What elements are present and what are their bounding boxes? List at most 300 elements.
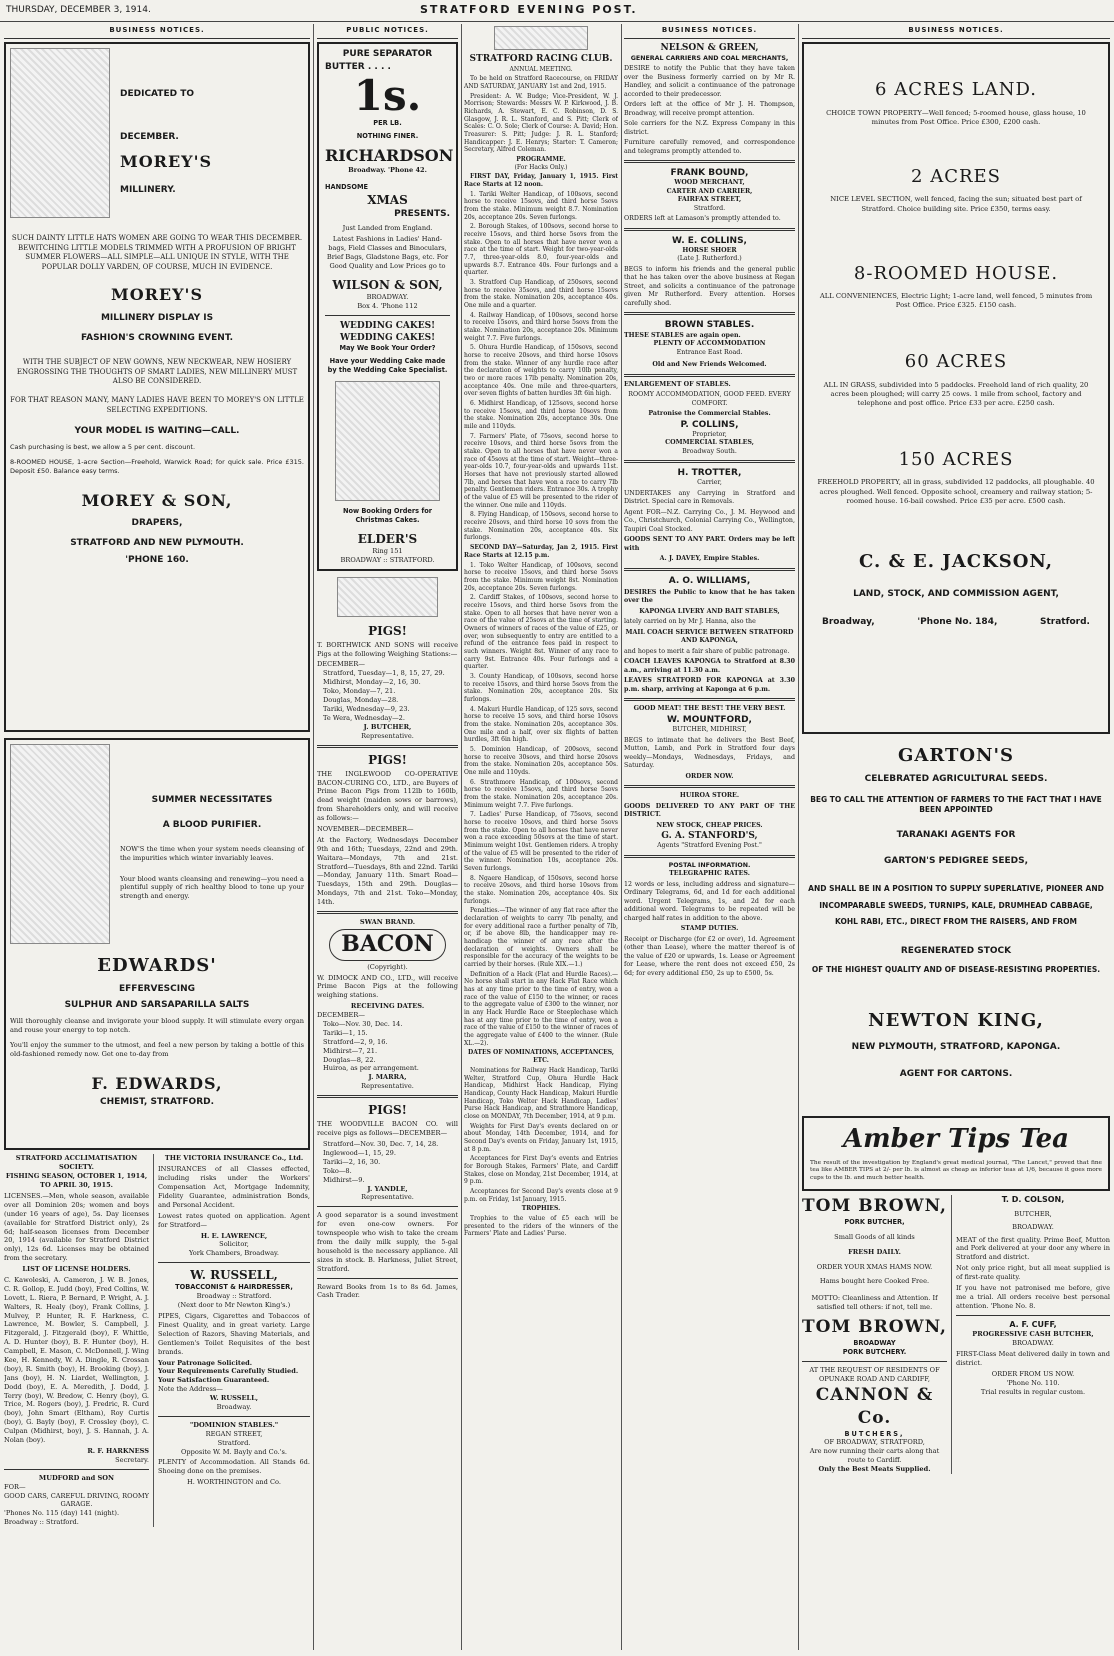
- telegraphic-body: 12 words or less, including address and signature— Ordinary Telegrams, 6d, and 1d for each additional word. Urgent Telegrams, 1s, and 2d for each additional word. Telegrams to be repeated will be charged half rates in addition to the above.: [624, 880, 795, 922]
- drapers-label: DRAPERS,: [131, 518, 183, 529]
- nelson-furn: Furniture carefully removed, and correspondence and telegrams promptly attended to.: [624, 139, 795, 155]
- race-entry: 1. Toko Welter Handicap, of 100sovs, second horse to receive 15sovs, and third horse 5sovs from the stake. Minimum weight 8st. Nomination 20s, acceptance 20s. Seven furlongs.: [464, 561, 618, 592]
- garton-quality: OF THE HIGHEST QUALITY AND OF DISEASE-RESISTING PROPERTIES.: [811, 965, 1101, 975]
- acres-2-title: 2 ACRES: [911, 166, 1001, 188]
- dominion-owner: H. WORTHINGTON and Co.: [187, 1478, 281, 1487]
- divider: [4, 1469, 149, 1470]
- morey-phone: 'PHONE 160.: [125, 554, 189, 565]
- trophies-head: TROPHIES.: [521, 1205, 561, 1213]
- trophies-body: Trophies to the value of £5 each will be presented to the riders of the winners of the Farmers' Plate and Ladies' Purse.: [464, 1214, 618, 1238]
- frank-street: FAIRFAX STREET,: [677, 196, 742, 204]
- schedule-item: Toko, Monday—7, 21.: [323, 687, 396, 696]
- schedule-item: Huiroa, as per arrangement.: [323, 1064, 419, 1073]
- edwards-name: EDWARDS': [97, 955, 217, 977]
- divider: [158, 1416, 310, 1417]
- butter-label: BUTTER . . . .: [325, 61, 391, 72]
- colson-trial: If you have not patronised me before, give me a trial. All orders receive best personal attention. 'Phone No. 8.: [956, 1284, 1110, 1310]
- house-8-body: ALL CONVENIENCES, Electric Light; 1-acre land, well fenced, 5 minutes from Post Office. Price £325. £150 cash.: [819, 292, 1093, 310]
- garton-advert: [802, 734, 1110, 1104]
- leaves-stratford: LEAVES STRATFORD FOR KAPONGA at 3.30 p.m. sharp, arriving at Kaponga at 6 p.m.: [624, 677, 795, 693]
- race-entry: 5. Ohura Hurdle Handicap, of 150sovs, second horse to receive 20sovs, and third horse 10sovs from the stake. Winner of any hurdle race after the declaration of weights to carry 10lb penalty, two or more races 17lb penalty. Nomination 20s, acceptance 40s. One mile and three-quarters, over seven flights of batten hurdles 3ft 6in high.: [464, 344, 618, 398]
- cuff-name: A. F. CUFF,: [1009, 1319, 1057, 1329]
- pcollins-prop: Proprietor,: [692, 430, 727, 438]
- receiving-dates: RECEIVING DATES.: [350, 1002, 425, 1011]
- brown-plenty: PLENTY OF ACCOMMODATION: [653, 340, 766, 347]
- cuff-first: FIRST-Class Meat delivered daily in town and district.: [956, 1350, 1110, 1368]
- frank-orders: ORDERS left at Lamason's promptly attended to.: [624, 215, 781, 223]
- racing-annual: ANNUAL MEETING.: [509, 65, 573, 73]
- telegraphic-head: TELEGRAPHIC RATES.: [669, 870, 750, 878]
- race-entry: 6. Midhirst Handicap, of 125sovs, second horse to receive 15sovs, and third horse 10sovs from the stake. Nomination 20s, acceptance 30s. One mile and 110yds.: [464, 400, 618, 431]
- masthead: [0, 0, 1114, 22]
- jackson-town: Stratford.: [1039, 617, 1090, 628]
- section-heading: PUBLIC NOTICES.: [317, 24, 458, 39]
- divider: [624, 228, 795, 231]
- roomy: ROOMY ACCOMMODATION, GOOD FEED. EVERY COMFORT.: [628, 391, 791, 407]
- tom-name-2: TOM BROWN,: [802, 1317, 947, 1338]
- divider: [624, 785, 795, 788]
- stamp-head: STAMP DUTIES.: [680, 925, 739, 933]
- masthead-date: THURSDAY, DECEMBER 3, 1914.: [6, 5, 151, 15]
- race-entry: 7. Farmers' Plate, of 75sovs, second horse to receive 10sovs, and third horse 5sovs from the stake. Open to all horses that have never won a race of 45sovs at the time of start. Weight—three-year-olds 10.7, four-year-olds and upwards 11st. Horses that have not previously started allowed 7lb, and horses that have won a race to carry 7lb penalty. Gentlemen riders. Entrance 30s. A trophy of the value of £5 will be presented to the rider of the winner. One mile and 110yds.: [464, 432, 618, 509]
- dominion-stables: "DOMINION STABLES.": [189, 1420, 279, 1429]
- mudford-for: FOR—: [4, 1482, 26, 1491]
- trotter-agent: Agent FOR—N.Z. Carrying Co., J. M. Heywood and Co., Christchurch, Colonial Carrying Co., Wellington, Taupiri Coal Stocked.: [624, 508, 795, 533]
- divider: [317, 911, 458, 914]
- russell-note: Note the Address—: [158, 1385, 223, 1394]
- garton-beg: BEG TO CALL THE ATTENTION OF FARMERS TO THE FACT THAT I HAVE BEEN APPOINTED: [810, 794, 1102, 814]
- williams-desire: DESIRES the Public to know that he has taken over the: [624, 588, 795, 605]
- race-entry: 4. Makuri Hurdle Handicap, of 125 sovs, second horse to receive 15 sovs, and third horse 10sovs from the stake. Nomination 20s, acceptance 30s. One mile and a half, over six flights of batten hurdles, 3ft 6in high.: [464, 705, 618, 744]
- racing-title: STRATFORD RACING CLUB.: [469, 54, 613, 64]
- edwards-p1: NOW'S the time when your system needs cleansing of the impurities which winter invariably leaves.: [120, 844, 304, 862]
- frank-wood: WOOD MERCHANT,: [674, 179, 745, 187]
- tom-broadway: BROADWAY: [853, 1339, 896, 1348]
- victoria-sol: Solicitor,: [219, 1240, 249, 1249]
- waiting-label: YOUR MODEL IS WAITING—CALL.: [74, 426, 240, 437]
- section-heading: BUSINESS NOTICES.: [624, 24, 795, 39]
- yandle-sig: J. YANDLE,: [367, 1184, 408, 1193]
- divider: [325, 315, 450, 316]
- wilson-name: WILSON & SON,: [332, 277, 443, 292]
- richardson-addr: Broadway. 'Phone 42.: [348, 166, 427, 175]
- woodville-schedule: [317, 1140, 458, 1184]
- elder-addr: BROADWAY :: STRATFORD.: [340, 555, 435, 564]
- schedule-item: Toko—Nov. 30, Dec. 14.: [323, 1019, 403, 1028]
- morey-firm: MOREY & SON,: [81, 490, 233, 510]
- racing-held: To be held on Stratford Racecourse, on FRIDAY AND SATURDAY, JANUARY 1st and 2nd, 1915.: [464, 75, 618, 90]
- russell-req: Your Requirements Carefully Studied.: [158, 1367, 299, 1376]
- acceptances-2: Acceptances for Second Day's events close at 9 p.m. on Friday, 1st January, 1915.: [464, 1187, 618, 1203]
- race-entry: 8. Ngaere Handicap, of 150sovs, second horse to receive 20sovs, and third horse 10sovs from the stake. Nomination 20s, acceptance 40s. Six furlongs.: [464, 874, 618, 905]
- divider: [158, 1262, 310, 1263]
- morey-name: MOREY'S: [120, 151, 213, 171]
- schedule-item: Tariki—2, 16, 30.: [323, 1157, 381, 1166]
- enlargement: ENLARGEMENT OF STABLES.: [624, 380, 731, 388]
- butter-price: 1s.: [353, 70, 422, 120]
- goods-sent: GOODS SENT TO ANY PART. Orders may be left with: [624, 536, 795, 552]
- race-entry: 6. Strathmore Handicap, of 100sovs, second horse to receive 15sovs, and third horse 5sovs from the stake. Nomination 20s, acceptance 20s. Minimum weight 7.7. Five furlongs.: [464, 778, 618, 809]
- book-label: May We Book Your Order?: [339, 344, 436, 353]
- acclimatisation-notice: [4, 1154, 154, 1527]
- acclim-title: STRATFORD ACCLIMATISATION SOCIETY.: [15, 1154, 138, 1172]
- race-entry: 3. County Handicap, of 100sovs, second horse to receive 15sovs, and third horse 5sovs from the stake. Nomination 20s, acceptance 20s. Six furlongs.: [464, 672, 618, 703]
- edwards-salts: SULPHUR AND SARSAPARILLA SALTS: [64, 999, 250, 1010]
- race-entry: 8. Flying Handicap, of 150sovs, second horse to receive 20sovs, and third horse 10 sovs from the stake. Nomination 20s, acceptance 40s. Six furlongs.: [464, 511, 618, 542]
- wilson-box: Box 4. 'Phone 112: [357, 301, 418, 310]
- nominations: Nominations for Railway Hack Handicap, Tariki Welter, Stratford Cup, Ohura Hurdle Hack Handicap, Midhirst Hack Handicap, Flying Handicap, County Hack Handicap, Makuri Hurdle Handicap, Toko Welter Hack Handicap, Ladies' Purse Hack Handicap, and Strathmore Handicap, close on MONDAY, 7th December, 1914, at 9 p.m.: [464, 1066, 618, 1120]
- newton-name: NEWTON KING,: [868, 1010, 1044, 1032]
- race-entry: 5. Dominion Handicap, of 200sovs, second horse to receive 30sovs, and third horse 20sovs from the stake. Nomination 20s, acceptance 50s. One mile and 110yds.: [464, 745, 618, 776]
- garton-regen: REGENERATED STOCK: [900, 945, 1012, 956]
- race-entry: 2. Cardiff Stakes, of 100sovs, second horse to receive 15sovs, and third horse 5sovs from the stake. Open to all horses that have never won a race of the value of 25sovs at the time of starting. Owners of winners of races of the value of £25, or over, won subsequently to entry are entitled to a refund of the entrance fees paid in respect to such winners. Weight 8st. Winner of any race to carry 9st. Entrance 40s. Four furlongs and a quarter.: [464, 594, 618, 671]
- column-3: [464, 24, 618, 1650]
- jackson-addr: Broadway,: [822, 617, 875, 628]
- tom-hams: Hams bought here Cooked Free.: [819, 1277, 930, 1286]
- postal-head: POSTAL INFORMATION.: [668, 861, 751, 869]
- garton-shall: AND SHALL BE IN A POSITION TO SUPPLY SUPERLATIVE, PIONEER AND INCOMPARABLE SWEEDS, TURNIPS, KALE, DRUMHEAD CABBAGE, KOHL RABI, ETC., DIRECT FROM THE RAISERS, AND FROM: [808, 884, 1104, 927]
- schedule-item: Tariki, Wednesday—9, 23.: [323, 704, 410, 713]
- garton-celebrated: CELEBRATED AGRICULTURAL SEEDS.: [864, 773, 1048, 784]
- lady-hat-illustration: [10, 48, 110, 218]
- russell-pat: Your Patronage Solicited.: [158, 1358, 253, 1367]
- amber-logo: Amber Tips Tea: [842, 1124, 1069, 1155]
- dominion-opp: Opposite W. M. Bayly and Co.'s.: [181, 1447, 287, 1456]
- cuff-broadway: BROADWAY.: [1012, 1339, 1054, 1348]
- amber-body: The result of the investigation by England's great medical journal, "The Lancet," proved that fine tea like AMBER TIPS at 2/- per lb. is almost as cheap as inferior teas at 1/6, because it goes more cups to the lb. and much better health.: [810, 1159, 1102, 1182]
- divider: [624, 160, 795, 163]
- russell-pipes: PIPES, Cigars, Cigarettes and Tobaccos of Finest Quality, and in great variety. Large Selection of Razors, Shaving Materials, and Gentlemen's Toilet Requisites of the best brands.: [158, 1312, 310, 1356]
- column-4: [624, 24, 795, 1650]
- december-label: DECEMBER.: [120, 131, 179, 142]
- jackson-name: C. & E. JACKSON,: [858, 550, 1053, 572]
- masthead-title: STRATFORD EVENING POST.: [420, 3, 638, 16]
- programme-head: PROGRAMME.: [516, 155, 566, 163]
- victoria-rates: Lowest rates quoted on application. Agent for Stratford—: [158, 1211, 310, 1229]
- butcher-sig: J. BUTCHER,: [363, 722, 412, 731]
- tom-fresh: FRESH DAILY.: [848, 1247, 901, 1256]
- divider: [624, 312, 795, 315]
- frank-name: FRANK BOUND,: [670, 168, 749, 179]
- schedule-item: Stratford, Tuesday—1, 8, 15, 27, 29.: [323, 669, 445, 678]
- inglewood-nov: NOVEMBER—DECEMBER—: [317, 825, 414, 834]
- presents-label: PRESENTS.: [394, 209, 450, 220]
- russell-sig: W. RUSSELL,: [209, 1394, 259, 1403]
- russell-sig-2: Broadway.: [216, 1403, 252, 1411]
- divider: [624, 698, 795, 701]
- newton-places: NEW PLYMOUTH, STRATFORD, KAPONGA.: [851, 1042, 1061, 1053]
- amber-tips-advert: [802, 1116, 1110, 1191]
- cash-note: Cash purchasing is best, we allow a 5 per cent. discount.: [10, 443, 196, 452]
- mountford-name: W. MOUNTFORD,: [667, 714, 752, 725]
- schedule-item: Te Wera, Wednesday—2.: [323, 713, 405, 722]
- penalties: Penalties.—The winner of any flat race after the declaration of weights to carry 7lb penalty, and for every additional race a further penalty of 7lb, or, if be above 8lb, the handicapper may re-handicap the winner of any race after the declaration of weights. Owners shall be responsible for the accuracy of the weights to be carried by their horses. (Rule XIX.—1.): [464, 907, 618, 969]
- pigs-heading-2: PIGS!: [368, 752, 407, 767]
- brown-stables: BROWN STABLES.: [664, 320, 755, 331]
- divider: [317, 1278, 458, 1279]
- second-day-head: SECOND DAY—Saturday, Jan 2, 1915. First Race Starts at 12.15 p.m.: [464, 544, 618, 559]
- second-day-races: [464, 562, 618, 906]
- schedule-item: Douglas, Monday—28.: [323, 696, 399, 705]
- pigs-heading-1: PIGS!: [368, 623, 407, 638]
- schedule-item: Tariki—1, 15.: [323, 1028, 368, 1037]
- tom-xmas: ORDER YOUR XMAS HAMS NOW.: [816, 1262, 933, 1271]
- edwards-p4: You'll enjoy the summer to the utmost, and feel a new person by taking a bottle of this old-fashioned remedy now. Get one to-day from: [10, 1040, 304, 1058]
- dedicated-label: DEDICATED TO: [120, 89, 194, 100]
- morey-body-1: SUCH DAINTY LITTLE HATS WOMEN ARE GOING TO WEAR THIS DECEMBER. BEWITCHING LITTLE MODELS TRIMMED WITH A PROFUSION OF BRIGHT SUMMER FLOWERS—ALL SIMPLE—ALL UNIQUE IN STYLE, WITH THE POPULAR DOLLY VARDEN, OF COURSE, MUCH IN EVIDENCE.: [11, 234, 303, 271]
- wilson-bw: BROADWAY.: [366, 293, 409, 302]
- mountford-trade: BUTCHER, MIDHIRST,: [672, 726, 747, 734]
- stanford-name: G. A. STANFORD'S,: [661, 831, 758, 842]
- victoria-agent: H. E. LAWRENCE,: [200, 1231, 268, 1240]
- schedule-item: Stratford—Nov. 30, Dec. 7, 14, 28.: [323, 1140, 439, 1149]
- colson-trade: BUTCHER,: [1014, 1209, 1052, 1218]
- cannon-only: Only the Best Meats Supplied.: [818, 1465, 931, 1474]
- section-heading: BUSINESS NOTICES.: [4, 24, 310, 39]
- morey-body-3: FOR THAT REASON MANY, MANY LADIES HAVE BEEN TO MOREY'S ON LITTLE SELECTING EXPEDITIONS.: [10, 396, 304, 414]
- column-rule: [798, 24, 799, 1650]
- elder-name: ELDER'S: [357, 531, 418, 546]
- morey-name-2: MOREY'S: [110, 285, 203, 305]
- marra-sig: J. MARRA,: [368, 1073, 407, 1082]
- landed-label: Just Landed from England.: [342, 224, 433, 233]
- column-rule: [621, 24, 622, 1650]
- column-1: [4, 24, 310, 1650]
- williams-lately: lately carried on by Mr J. Hanna, also the: [624, 618, 756, 626]
- mountford-begs: BEGS to intimate that he delivers the Best Beef, Mutton, Lamb, and Pork in Stratford four days weekly—Mondays, Wednesdays, Fridays, and Saturday.: [624, 736, 795, 770]
- acres-60-title: 60 ACRES: [904, 351, 1008, 373]
- pcollins-name: P. COLLINS,: [680, 419, 739, 430]
- cuff-trial: Trial results in regular custom.: [980, 1387, 1086, 1396]
- schedule-item: Toko—8.: [323, 1166, 352, 1175]
- garton-pedigree: GARTON'S PEDIGREE SEEDS,: [883, 856, 1029, 867]
- colson-broadway: BROADWAY.: [1012, 1222, 1054, 1231]
- edwards-head-2: A BLOOD PURIFIER.: [162, 819, 262, 830]
- cannon-request: AT THE REQUEST OF RESIDENTS OF OPUNAKE ROAD AND CARDIFF,: [809, 1365, 940, 1383]
- programme-hacks: (For Hacks Only.): [514, 163, 568, 171]
- jackson-advert: [802, 42, 1110, 734]
- acceptances-1: Acceptances for First Day's events and Entries for Borough Stakes, Farmers' Plate, and Cardiff Stakes, close on Monday, 21st December, 1914, at 9 p.m.: [464, 1155, 618, 1186]
- acclim-sec: Secretary.: [115, 1455, 149, 1464]
- coach-leaves: COACH LEAVES KAPONGA to Stratford at 8.30 a.m., arriving at 11.30 a.m.: [624, 658, 795, 674]
- house-8-title: 8-ROOMED HOUSE.: [853, 262, 1059, 284]
- tom-trade: PORK BUTCHER,: [844, 1217, 905, 1226]
- acres-2-body: NICE LEVEL SECTION, well fenced, facing the sun; situated best part of Stratford. Choice building site. Price £350, terms easy.: [830, 195, 1082, 213]
- russell-trade: TOBACCONIST & HAIRDRESSER,: [175, 1283, 293, 1292]
- jackson-trade: LAND, STOCK, AND COMMISSION AGENT,: [853, 589, 1059, 600]
- acclim-body: LICENSES.—Men, whole season, available over all Dominion 20s; women and boys (under 16 years of age), 5s. Day licenses (available for Stratford District only), 2s 6d; half-season licenses from December 20, 1914 (available for Stratford District only), 12s 6d. Licenses may be obtained from the secretary.: [4, 1192, 149, 1263]
- inglewood-schedule: At the Factory, Wednesdays December 9th and 16th; Tuesdays, 22nd and 29th. Waitara—Mondays, 7th and 21st. Stratford—Tuesdays, 8th and 22nd. Tariki—Monday, January 11th. Smart Road—Tuesdays, 15th and 29th. Douglas—Mondays, 7th and 21st. Toko—Monday, 14th.: [317, 835, 458, 907]
- nothing-label: NOTHING FINER.: [356, 131, 419, 140]
- huiroa-store: HUIROA STORE.: [679, 792, 740, 800]
- divider: [624, 568, 795, 571]
- colson-name: T. D. COLSON,: [1001, 1194, 1065, 1204]
- divider: [802, 1361, 947, 1362]
- morey-body-2: WITH THE SUBJECT OF NEW GOWNS, NEW NECKWEAR, NEW HOSIERY ENGROSSING THE THOUGHTS OF SMART LADIES, NEW MILLINERY MUST ALSO BE CONSIDERED.: [16, 358, 298, 385]
- first-day-races: [464, 191, 618, 543]
- wedding-cake-illustration: [335, 381, 440, 501]
- colson-price: Not only price right, but all meat supplied is of first-rate quality.: [956, 1264, 1110, 1282]
- brown-welcome: Old and New Friends Welcomed.: [652, 361, 767, 368]
- mudford-cars: GOOD CARS, CAREFUL DRIVING, ROOMY GARAGE.: [4, 1491, 149, 1509]
- mudford-phones: 'Phones No. 115 (day) 141 (night).: [4, 1509, 120, 1518]
- acres-6-body: CHOICE TOWN PROPERTY—Well fenced; 5-roomed house, glass house, 10 minutes from Post Office. Price £300, £200 cash.: [826, 108, 1086, 126]
- colson-advert: [952, 1195, 1110, 1474]
- cannon-butchers: BUTCHERS,: [844, 1429, 905, 1438]
- race-entry: 1. Tariki Welter Handicap, of 100sovs, second horse to receive 15sovs, and third horse 5sovs from the stake. Minimum weight 8.7. Nomination 20s, acceptance 20s. Seven furlongs.: [464, 190, 618, 221]
- divider: [317, 1206, 458, 1207]
- borthwick-schedule: [317, 669, 458, 722]
- kaponga-stables: KAPONGA LIVERY AND BAIT STABLES,: [639, 607, 780, 615]
- acres-150-body: FREEHOLD PROPERTY, all in grass, subdivided 12 paddocks, all ploughable. 40 acres ploughed. Well fenced. Opposite school, creamery and railway station; 5-roomed house. 16-bail cowshed. Price £35 per acre. £500 cash.: [817, 478, 1095, 505]
- tom-motto: MOTTO: Cleanliness and Attention. If satisfied tell others: if not, tell me.: [811, 1294, 938, 1312]
- man-illustration: [10, 744, 110, 944]
- tom-brown-advert: [802, 1195, 952, 1474]
- davey: A. J. DAVEY, Empire Stables.: [659, 555, 760, 563]
- schedule-item: Midhirst—9.: [323, 1175, 365, 1184]
- tom-name: TOM BROWN,: [802, 1195, 947, 1216]
- brown-entrance: Entrance East Road.: [676, 348, 743, 356]
- latest-label: Latest Fashions in Ladies' Hand-bags, Field Classes and Binoculars, Brief Bags, Gladstone Bags, etc. For Good Quality and Low Prices go to: [326, 235, 449, 270]
- butcher-rep: Representative.: [361, 731, 414, 740]
- morey-advert: [4, 42, 310, 732]
- marra-rep: Representative.: [361, 1082, 414, 1091]
- pig-illustration: [337, 577, 438, 617]
- mudford-addr: Broadway :: Stratford.: [4, 1518, 79, 1527]
- dimock-dec: DECEMBER—: [317, 1011, 365, 1020]
- williams-hopes: and hopes to merit a fair share of public patronage.: [624, 647, 790, 655]
- racing-officers: President: A. W. Budge; Vice-President, W. J. Morrison; Stewards: Messrs W. P. Kirkwood, J. B. Richards, A. Stewart, E. C. Robinson, D. S. Glasgow, J. R. L. Stanford, and S. Pitt; Clerk of Scales: C. O. Sole; Clerk of Course: A. David; Hon. Treasurer: S. Pitt; Judge: J. R. L. Stanford; Handicapper: J. E. Henrys; Starter: T. Cameron; Secretary, Alfred Coleman.: [464, 92, 618, 154]
- copyright-label: (Copyright).: [367, 962, 408, 971]
- edwards-firm: F. EDWARDS,: [91, 1073, 223, 1093]
- acclim-season: FISHING SEASON, OCTOBER 1, 1914, TO APRIL 30, 1915.: [5, 1172, 148, 1190]
- dominion-town: Stratford.: [217, 1438, 251, 1447]
- russell-bw: Broadway :: Stratford.: [196, 1292, 272, 1301]
- weights: Weights for First Day's events declared on or about Monday, 14th December, 1914, and for Second Day's events on Friday, January 1st, 1915, at 8 p.m.: [464, 1122, 618, 1153]
- mail-coach: MAIL COACH SERVICE BETWEEN STRATFORD AND KAPONGA,: [625, 628, 794, 645]
- order-now: ORDER NOW.: [685, 772, 734, 780]
- acclim-sig: R. F. HARKNESS: [87, 1446, 149, 1455]
- trotter-name: H. TROTTER,: [677, 468, 742, 479]
- dominion-plenty: PLENTY of Accommodation. All Stands 6d. Shoeing done on the premises.: [158, 1458, 310, 1476]
- russell-next: (Next door to Mr Newton King's.): [177, 1301, 291, 1310]
- cannon-running: Are now running their carts along that route to Cardiff.: [809, 1447, 940, 1465]
- definition: Definition of a Hack (Flat and Hurdle Races).—No horse shall start in any Hack Flat Race which has at any time prior to the time of entry, won a race of the value of £150 to the winner, or races to the aggregate value of £300 to the winner, nor in any Hack Hurdle Race or Steeplechase which has at any time prior to the time of entry, won a race of the value of £150 to the winner of races of the aggregate value of £400 to the winner. (Rule XL.—2).: [464, 970, 618, 1047]
- acclim-list-head: LIST OF LICENSE HOLDERS.: [22, 1265, 131, 1274]
- perlb-label: PER LB.: [373, 118, 402, 127]
- column-rule: [461, 24, 462, 1650]
- nelson-agents: Sole carriers for the N.Z. Express Company in this district.: [624, 120, 795, 136]
- yandle-rep: Representative.: [361, 1193, 414, 1202]
- trotter-trade: Carrier,: [697, 479, 722, 487]
- handsome-label: HANDSOME: [325, 183, 369, 192]
- collins-begs: BEGS to inform his friends and the general public that he has taken over the above business at Regan Street, and solicits a continuance of the patronage given Mr Rutherford. Every attention. Horses carefully shod.: [624, 265, 795, 307]
- nelson-trade: GENERAL CARRIERS AND COAL MERCHANTS,: [630, 54, 789, 62]
- mudford-name: MUDFORD and SON: [38, 1473, 115, 1482]
- borthwick-body: T. BORTHWICK AND SONS will receive Pigs at the following Weighing Stations:—: [317, 640, 458, 658]
- schedule-item: Midhirst—7, 21.: [323, 1046, 378, 1055]
- schedule-item: Midhirst, Monday—2, 16, 30.: [323, 678, 421, 687]
- commercial-stables: COMMERCIAL STABLES,: [665, 439, 754, 447]
- good-meat: GOOD MEAT! THE BEST! THE VERY BEST.: [633, 705, 786, 713]
- acres-60-body: ALL IN GRASS, subdivided into 5 paddocks. Freehold land of rich quality, 20 acres been ploughed; will carry 25 cows. 1 mile from school, factory and telephone and post office. Price £33 per acre. £250 cash.: [823, 380, 1089, 407]
- borthwick-dec: DECEMBER—: [317, 660, 365, 669]
- divider: [624, 855, 795, 858]
- brown-open: THESE STABLES are again open.: [624, 331, 741, 339]
- new-stock: NEW STOCK, CHEAP PRICES.: [656, 821, 763, 829]
- pigs-heading-3: PIGS!: [368, 1103, 407, 1118]
- victoria-insurance: [154, 1154, 310, 1527]
- cannon-broadway: OF BROADWAY, STRATFORD,: [824, 1438, 925, 1447]
- frank-cart: CARTER AND CARRIER,: [666, 187, 753, 195]
- broadway-south: Broadway South.: [682, 447, 737, 455]
- race-entry: 2. Borough Stakes, of 100sovs, second horse to receive 15sovs, and third horse 5sovs from the stake. Open to all horses that have never won a race at the time of start. Weight for two-year-olds 7.7, three-year-olds 8.0, four-year-olds and upwards 8.7. Entrance 40s. Four furlongs and a quarter.: [464, 223, 618, 277]
- tom-butchery: PORK BUTCHERY.: [842, 1347, 907, 1356]
- colson-meat: MEAT of the first quality. Prime Beef, Mutton and Pork delivered at your door any where in Stratford and district.: [956, 1235, 1110, 1262]
- race-entry: 4. Railway Handicap, of 100sovs, second horse to receive 15sovs, and third horse 5sovs from the stake. Nomination 20s, acceptance 20s. Minimum weight 7.7. Five furlongs.: [464, 311, 618, 342]
- pure-label: PURE SEPARATOR: [342, 49, 433, 60]
- divider: [317, 745, 458, 748]
- have-label: Have your Wedding Cake made by the Wedding Cake Specialist.: [327, 356, 448, 374]
- trotter-under: UNDERTAKES any Carrying in Stratford and District. Special care in Removals.: [624, 489, 795, 506]
- nelson-name: NELSON & GREEN,: [660, 43, 759, 54]
- nelson-orders: Orders left at the office of Mr J. H. Thompson, Broadway, will receive prompt attention.: [624, 101, 795, 117]
- column-2: [317, 24, 458, 1650]
- russell-name: W. RUSSELL,: [190, 1268, 278, 1283]
- divider: [956, 1315, 1110, 1316]
- newton-agent: AGENT FOR CARTONS.: [899, 1068, 1013, 1079]
- cuff-order: ORDER FROM US NOW.: [991, 1370, 1075, 1379]
- column-rule: [313, 24, 314, 1650]
- elder-ring: Ring 151: [372, 546, 403, 555]
- collins-trade: HORSE SHOER: [682, 246, 737, 254]
- crowning-label: FASHION'S CROWNING EVENT.: [80, 332, 234, 343]
- separator-notice: A good separator is a sound investment for even one-cow owners. For townspeople who wish to take the cream from the daily milk supply, the 5-gal household is the necessary appliance. All sizes in stock. B. Harkness, Juliet Street, Stratford.: [317, 1211, 458, 1273]
- dates-head: DATES OF NOMINATIONS, ACCEPTANCES, ETC.: [468, 1049, 614, 1065]
- tom-small: Small Goods of all kinds: [834, 1232, 915, 1241]
- race-entry: 3. Stratford Cup Handicap, of 250sovs, second horse to receive 35sovs, and third horse 15sovs from the stake. Nomination 20s, acceptance 40s. One mile and a quarter.: [464, 278, 618, 309]
- house-note: 8-ROOMED HOUSE, 1-acre Section—Freehold, Warwick Road; for quick sale. Price £315. Deposit £50. Balance easy terms.: [10, 458, 304, 475]
- divider: [624, 460, 795, 463]
- divider: [317, 1095, 458, 1098]
- acres-150-title: 150 ACRES: [898, 449, 1014, 471]
- collins-name: W. E. COLLINS,: [672, 235, 747, 246]
- cannon-name: CANNON & Co.: [815, 1384, 934, 1428]
- collins-late: (Late J. Rutherford.): [677, 255, 742, 263]
- williams-name: A. O. WILLIAMS,: [668, 575, 751, 586]
- column-5: [802, 24, 1110, 1650]
- cuff-trade: PROGRESSIVE CASH BUTCHER,: [972, 1330, 1094, 1339]
- woodville-body: THE WOODVILLE BACON CO. will receive pigs as follows—DECEMBER—: [317, 1120, 458, 1138]
- frank-town: Stratford.: [693, 204, 726, 212]
- edwards-chem: CHEMIST, STRATFORD.: [99, 1097, 215, 1108]
- swan-brand: SWAN BRAND.: [359, 918, 416, 927]
- edwards-eff: EFFERVESCING: [119, 983, 195, 994]
- edwards-head-1: SUMMER NECESSITATES: [151, 795, 273, 806]
- goods-delivered: GOODS DELIVERED TO ANY PART OF THE DISTRICT.: [624, 802, 795, 819]
- divider: [624, 374, 795, 377]
- richardson-advert: [317, 42, 458, 570]
- xmas-label: XMAS: [367, 193, 408, 208]
- dimock-schedule: [317, 1020, 458, 1073]
- acclim-list: C. Kawoleski, A. Cameron, J. W. B. Jones, C. R. Gollop, E. Judd (boy), Fred Collins, W. Lovett, L. Riera, P. Bernard, P. Wright, A. J. Walters, R. Healy (boy), Frank Collins, J. Mulvey, P. Hunter, R. F. Harkness, C. Lawrence, M. Bowler, S. Campbell, J. Fitzgerald, J. Fitzgerald (boy), F. Whittle, A. D. Hunter (boy), B. F. Hunter (boy), H. Campbell, E. Mason, C. McDonnell, J. Wing Kee, H. Kennedy, W. A. Dingle, R. Crossan (boy), R. Smith (boy), H. Brooking (boy), J. Jans (boy), H. N. Liardet, Wellington, J. Dodd (boy), E. A. Meredith, J. Dodd, J. Terry (boy), W. Bredow, C. Henry (boy), G. Trice, M. Rogers (boy), J. Fredric, R. Curd (boy), John Smart (Eltham), Roy Curtis (boy), G. Bayly (boy), F. Crossley (boy), C. Culpan (Midhirst, boy), J. S. Hannah, J. A. Nolan (boy).: [4, 1276, 149, 1445]
- jackson-contact: [808, 616, 1104, 628]
- display-label: MILLINERY DISPLAY IS: [100, 312, 214, 323]
- russell-sat: Your Satisfaction Guaranteed.: [158, 1376, 270, 1385]
- horses-illustration: [494, 26, 588, 50]
- victoria-title: THE VICTORIA INSURANCE Co., Ltd.: [164, 1154, 304, 1163]
- schedule-item: Stratford—2, 9, 16.: [323, 1037, 388, 1046]
